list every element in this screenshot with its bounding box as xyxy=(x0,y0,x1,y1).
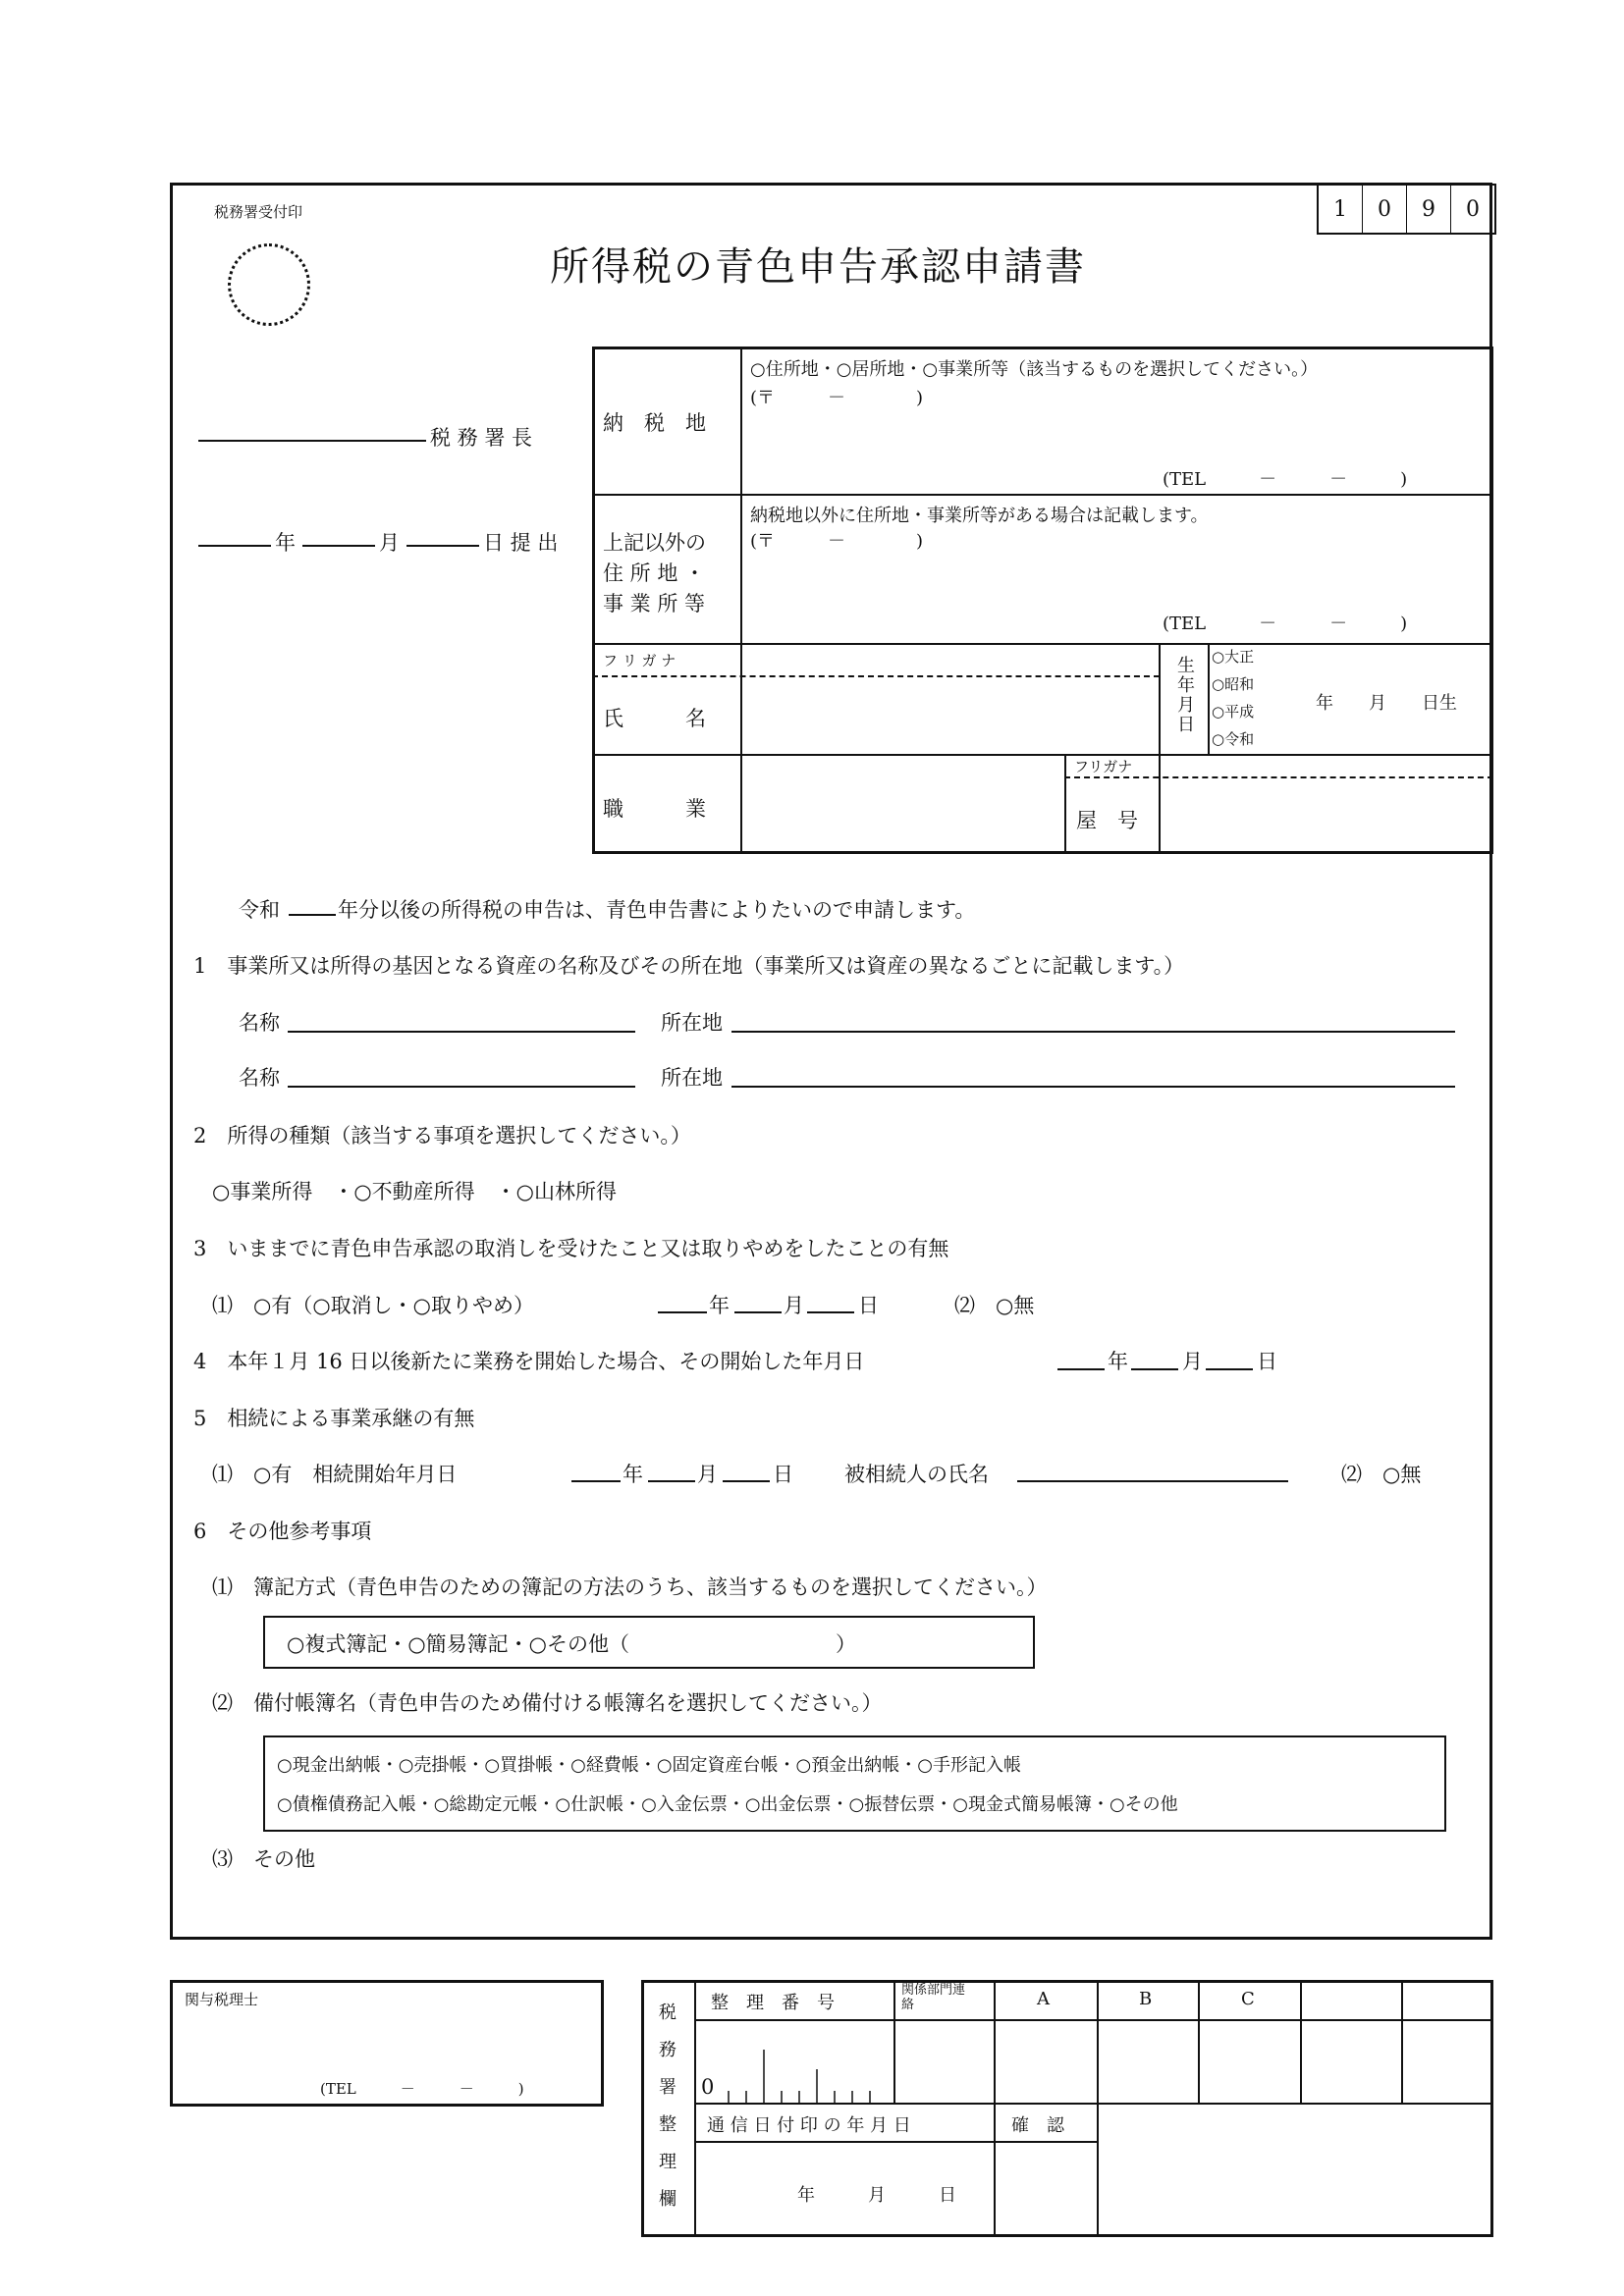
seiri-tick-marks xyxy=(723,2048,890,2103)
nozeichi-tel[interactable]: (TEL － － ) xyxy=(1163,469,1408,490)
nozeichi-note: ○住所地・○居所地・○事業所等（該当するものを選択してください。） xyxy=(750,359,1319,380)
name-field[interactable] xyxy=(742,677,1157,752)
accountant-tel[interactable]: (TEL － － ) xyxy=(320,2080,524,2098)
accountant-label: 関与税理士 xyxy=(185,1991,259,2008)
section-5-heading: 5 相続による事業承継の有無 xyxy=(193,1407,475,1430)
s6-sub1-heading: ⑴ 簿記方式（青色申告のための簿記の方法のうち、該当するものを選択してください。） xyxy=(212,1575,1048,1599)
s6-sub2-heading: ⑵ 備付帳簿名（青色申告のため備付ける帳簿名を選択してください。） xyxy=(212,1691,883,1715)
other-address-label-1: 上記以外の xyxy=(603,531,706,555)
s6-bookkeeping-options[interactable]: ○複式簿記・○簡易簿記・○その他（ ） xyxy=(287,1632,856,1656)
tsushin-date[interactable]: 年 月 日 xyxy=(797,2185,956,2206)
office-name-field[interactable] xyxy=(198,440,426,442)
occupation-field[interactable] xyxy=(742,756,1062,852)
nozeichi-label: 納 税 地 xyxy=(603,411,706,435)
s1-name-label: 名称 xyxy=(239,1011,280,1035)
era-taisho[interactable]: ○大正 xyxy=(1212,648,1255,666)
form-code-digit: 0 xyxy=(1466,196,1480,222)
furigana-label: フ リ ガ ナ xyxy=(603,652,677,669)
occupation-label: 職 業 xyxy=(603,797,706,821)
name-label: 氏 名 xyxy=(603,707,706,730)
s4-day-label: 日 xyxy=(1257,1350,1277,1373)
declaration-year-field[interactable] xyxy=(289,914,336,916)
s1-location-label: 所在地 xyxy=(661,1066,723,1090)
submit-year-field[interactable] xyxy=(198,545,271,547)
yago-field[interactable] xyxy=(1210,778,1490,852)
s3-month-field[interactable] xyxy=(734,1311,782,1313)
stamp-label: 税務署受付印 xyxy=(214,203,303,221)
s6-sub3-heading: ⑶ その他 xyxy=(212,1847,315,1871)
s5-decedent-field[interactable] xyxy=(1017,1480,1288,1482)
office-side-label-2: 署 xyxy=(659,2077,677,2098)
section-2-heading: 2 所得の種類（該当する事項を選択してください。） xyxy=(193,1124,691,1148)
form-code-digit: 1 xyxy=(1319,186,1363,233)
other-address-label-2: 住 所 地 ・ xyxy=(603,561,706,585)
s3-month-label: 月 xyxy=(784,1294,804,1317)
s5-day-label: 日 xyxy=(773,1463,793,1486)
s1-location-field-2[interactable] xyxy=(731,1086,1455,1088)
col-b-header: B xyxy=(1139,1989,1153,2009)
form-code-digit: 0 xyxy=(1363,186,1407,233)
s4-year-field[interactable] xyxy=(1057,1368,1105,1370)
era-heisei[interactable]: ○平成 xyxy=(1212,703,1255,721)
s6-books-line-2[interactable]: ○債権債務記入帳・○総勘定元帳・○仕訳帳・○入金伝票・○出金伝票・○振替伝票・○現金式簡易帳簿・○その他 xyxy=(277,1794,1178,1815)
s5-day-field[interactable] xyxy=(723,1480,770,1482)
kankei-header: 関係部門連 絡 xyxy=(901,1983,979,2012)
s5-month-field[interactable] xyxy=(648,1480,695,1482)
birth-suffix: 年 月 日生 xyxy=(1316,693,1457,714)
office-side-label-4: 理 xyxy=(659,2152,677,2172)
seiri-number-header: 整 理 番 号 xyxy=(711,1993,835,2013)
submit-month-label: 月 xyxy=(379,531,400,555)
s2-options[interactable]: ○事業所得 ・○不動産所得 ・○山林所得 xyxy=(212,1180,617,1203)
other-address-label-3: 事 業 所 等 xyxy=(603,592,706,615)
s4-month-label: 月 xyxy=(1182,1350,1203,1373)
office-head-label: 税 務 署 長 xyxy=(430,426,533,450)
s6-books-box xyxy=(263,1735,1446,1832)
s5-month-label: 月 xyxy=(697,1463,718,1486)
s3-option-yes[interactable]: ⑴ ○有（○取消し・○取りやめ） xyxy=(212,1294,534,1317)
declaration-text: 年分以後の所得税の申告は、青色申告書によりたいので申請します。 xyxy=(338,898,976,922)
declaration-prefix: 令和 xyxy=(239,898,280,922)
tsushin-header: 通 信 日 付 印 の 年 月 日 xyxy=(707,2115,911,2136)
kakunin-header: 確 認 xyxy=(1011,2115,1064,2136)
s6-books-line-1[interactable]: ○現金出納帳・○売掛帳・○買掛帳・○経費帳・○固定資産台帳・○預金出納帳・○手形記入帳 xyxy=(277,1755,1021,1776)
s5-option-yes[interactable]: ⑴ ○有 相続開始年月日 xyxy=(212,1463,458,1486)
col-c-header: C xyxy=(1241,1989,1255,2009)
submit-day-label: 日 提 出 xyxy=(483,531,559,555)
submit-year-label: 年 xyxy=(275,531,296,555)
s3-day-label: 日 xyxy=(858,1294,879,1317)
section-3-heading: 3 いままでに青色申告承認の取消しを受けたこと又は取りやめをしたことの有無 xyxy=(193,1237,949,1260)
s3-day-field[interactable] xyxy=(807,1311,854,1313)
era-showa[interactable]: ○昭和 xyxy=(1212,675,1255,693)
office-side-label-1: 務 xyxy=(659,2040,677,2060)
submit-day-field[interactable] xyxy=(406,545,479,547)
stamp-circle xyxy=(228,243,310,326)
form-code xyxy=(1317,184,1496,235)
s3-year-field[interactable] xyxy=(658,1311,707,1313)
office-side-label-3: 整 xyxy=(659,2114,677,2135)
submit-month-field[interactable] xyxy=(302,545,375,547)
s1-name-field-1[interactable] xyxy=(288,1031,635,1033)
era-reiwa[interactable]: ○令和 xyxy=(1212,730,1255,748)
furigana2-label: フリガナ xyxy=(1074,758,1133,775)
s5-decedent-label: 被相続人の氏名 xyxy=(844,1463,989,1486)
s1-location-field-1[interactable] xyxy=(731,1031,1455,1033)
s1-name-label: 名称 xyxy=(239,1066,280,1090)
nozeichi-postal[interactable]: (〒 － ) xyxy=(750,388,924,408)
section-6-heading: 6 その他参考事項 xyxy=(193,1520,372,1543)
other-address-note: 納税地以外に住所地・事業所等がある場合は記載します。 xyxy=(750,506,1209,526)
col-a-header: A xyxy=(1037,1989,1050,2009)
s5-year-field[interactable] xyxy=(571,1480,621,1482)
s5-year-label: 年 xyxy=(623,1463,643,1486)
s3-option-no[interactable]: ⑵ ○無 xyxy=(954,1294,1035,1317)
other-address-tel[interactable]: (TEL － － ) xyxy=(1163,614,1408,634)
s4-month-field[interactable] xyxy=(1131,1368,1178,1370)
yago-label: 屋 号 xyxy=(1076,809,1138,832)
office-side-label-0: 税 xyxy=(659,2002,677,2023)
form-code-digit: 9 xyxy=(1407,186,1451,233)
s3-year-label: 年 xyxy=(709,1294,730,1317)
s5-option-no[interactable]: ⑵ ○無 xyxy=(1341,1463,1422,1486)
page-title: 所得税の青色申告承認申請書 xyxy=(550,244,1086,290)
s4-year-label: 年 xyxy=(1108,1350,1128,1373)
office-side-label-5: 欄 xyxy=(659,2189,677,2210)
birth-label: 生年月日 xyxy=(1174,656,1195,734)
seiri-zero: 0 xyxy=(701,2075,715,2099)
section-1-heading: 1 事業所又は所得の基因となる資産の名称及びその所在地（事業所又は資産の異なるごとに記載します。） xyxy=(193,954,1185,978)
s1-location-label: 所在地 xyxy=(661,1011,723,1035)
s1-name-field-2[interactable] xyxy=(288,1086,635,1088)
other-address-postal[interactable]: (〒 － ) xyxy=(750,531,924,552)
section-4-heading: 4 本年１月 16 日以後新たに業務を開始した場合、その開始した年月日 xyxy=(193,1350,865,1373)
s4-day-field[interactable] xyxy=(1206,1368,1253,1370)
